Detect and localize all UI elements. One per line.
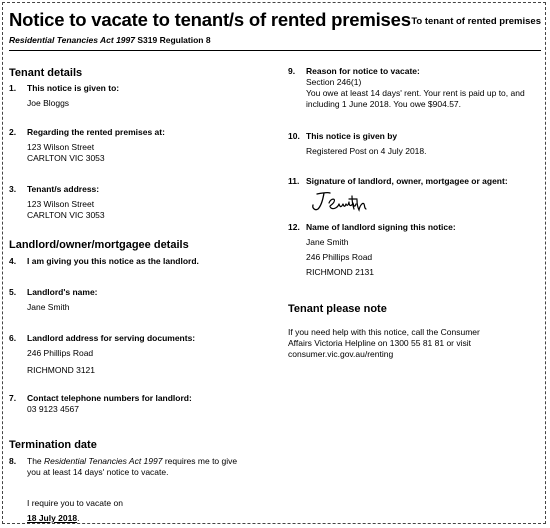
tenant-address-line: 123 Wilson Street <box>27 199 95 209</box>
delivery-method: Registered Post on 4 July 2018. <box>306 146 427 156</box>
reason-section: Section 246(1) <box>306 77 362 87</box>
item-label: I am giving you this notice as the landlord. <box>27 256 199 266</box>
landlord-address-line: RICHMOND 3121 <box>27 365 96 375</box>
act-name: Residential Tenancies Act 1997 <box>9 35 135 45</box>
item-label: This notice is given to: <box>27 83 120 93</box>
item-number: 9. <box>288 66 296 76</box>
item-number: 11. <box>288 176 300 186</box>
item-2 <box>9 127 279 164</box>
landlord-phone: 03 9123 4567 <box>27 404 79 414</box>
act-name: Residential Tenancies Act 1997 <box>44 456 163 466</box>
tenant-note-text: If you need help with this notice, call the Consumer Affairs Victoria Helpline on 1300 55 81 81 or visit consumer.vic.gov.au/renting <box>288 327 480 359</box>
item-label: Contact telephone numbers for landlord: <box>27 393 192 403</box>
item-8 <box>9 456 279 478</box>
premises-address-line: 123 Wilson Street <box>27 142 95 152</box>
item-9 <box>288 66 543 110</box>
audience-tag: To tenant of rented premises <box>411 16 541 27</box>
tenant-details-heading: Tenant details <box>9 67 83 79</box>
item-number: 6. <box>9 333 17 343</box>
item-label: Landlord's name: <box>27 287 98 297</box>
item-10 <box>288 131 543 157</box>
tenant-name: Joe Bloggs <box>27 98 70 108</box>
item-number: 8. <box>9 456 17 466</box>
item-7 <box>9 393 279 415</box>
vacate-request: I require you to vacate on <box>27 498 123 508</box>
item-6 <box>9 333 279 376</box>
reason-text: including 1 June 2018. You owe $904.57. <box>306 99 462 109</box>
item-number: 5. <box>9 287 17 297</box>
item-label: Tenant/s address: <box>27 184 100 194</box>
termination-requirement: The Residential Tenancies Act 1997 requires me to give <box>27 456 238 466</box>
item-1 <box>9 83 279 109</box>
landlord-address-line: 246 Phillips Road <box>27 348 94 358</box>
item-label: Signature of landlord, owner, mortgagee or agent: <box>306 176 508 186</box>
item-label: Regarding the rented premises at: <box>27 127 165 137</box>
item-label: Name of landlord signing this notice: <box>306 222 456 232</box>
tenant-address-line: CARLTON VIC 3053 <box>27 210 105 220</box>
reason-text: You owe at least 14 days' rent. Your rent is paid up to, and <box>306 88 525 98</box>
vacate-date-line: 18 July 2018. <box>27 513 80 523</box>
item-number: 2. <box>9 127 17 137</box>
premises-address-line: CARLTON VIC 3053 <box>27 153 105 163</box>
item-12 <box>288 222 543 278</box>
signer-name: Jane Smith <box>306 237 349 247</box>
header-divider <box>9 50 541 51</box>
landlord-details-heading: Landlord/owner/mortgagee details <box>9 239 189 251</box>
item-4 <box>9 256 279 267</box>
termination-heading: Termination date <box>9 439 97 451</box>
item-label: Reason for notice to vacate: <box>306 66 420 76</box>
signer-address-line: RICHMOND 2131 <box>306 267 375 277</box>
page-title: Notice to vacate to tenant/s of rented premises <box>9 9 411 30</box>
item-11 <box>288 176 543 187</box>
item-number: 1. <box>9 83 17 93</box>
vacate-date: 18 July 2018 <box>27 513 78 523</box>
landlord-signature <box>308 190 368 216</box>
item-label: Landlord address for serving documents: <box>27 333 196 343</box>
landlord-name: Jane Smith <box>27 302 70 312</box>
regulation-ref: S319 Regulation 8 <box>137 35 211 45</box>
item-number: 12. <box>288 222 300 232</box>
item-number: 7. <box>9 393 17 403</box>
signer-address-line: 246 Phillips Road <box>306 252 373 262</box>
item-number: 10. <box>288 131 300 141</box>
item-5 <box>9 287 279 313</box>
item-number: 4. <box>9 256 17 266</box>
act-reference <box>9 35 211 45</box>
termination-requirement-line2: you at least 14 days' notice to vacate. <box>27 467 169 477</box>
item-number: 3. <box>9 184 17 194</box>
item-label: This notice is given by <box>306 131 398 141</box>
tenant-note-heading: Tenant please note <box>288 303 387 315</box>
item-3 <box>9 184 279 221</box>
